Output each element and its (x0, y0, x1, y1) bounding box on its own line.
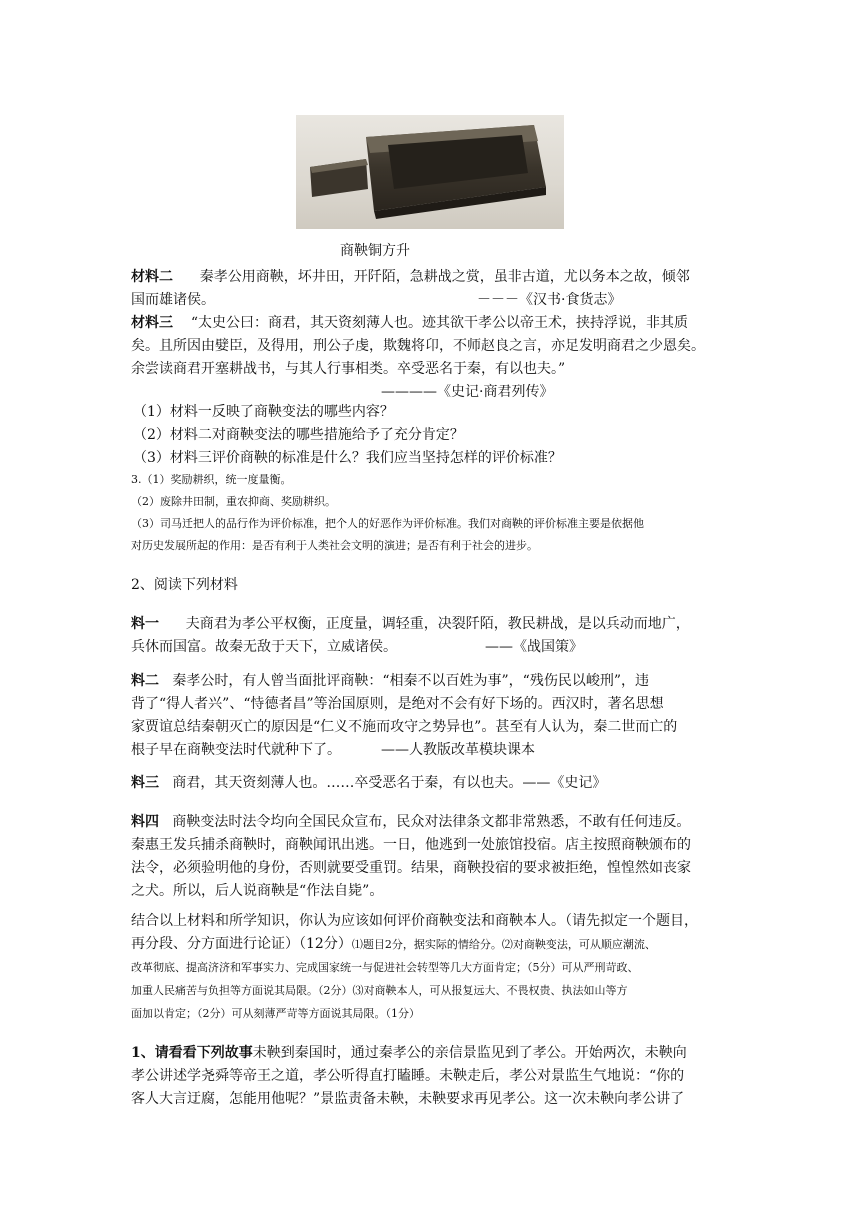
essay-prompt (131, 910, 751, 1025)
story-question (131, 1042, 751, 1111)
prompt-line1: 结合以上材料和所学知识，你认为应该如何评价商鞅变法和商鞅本人。（请先拟定一个题目， (131, 913, 698, 929)
material-3-label: 材料三 (131, 315, 173, 331)
answer-1: 3.（1）奖励耕织，统一度量衡。 (131, 473, 292, 486)
answer-3: （3）司马迁把人的品行作为评价标准，把个人的好恶作为评价标准。我们对商鞅的评价标准主要是依据他 (131, 517, 644, 530)
s2-m4-label: 料四 (131, 814, 159, 830)
question-2: （2）材料二对商鞅变法的哪些措施给予了充分肯定？ (133, 427, 464, 443)
section-2-material-3 (131, 772, 741, 795)
material-2-text-line2: 国而雄诸侯。 (131, 292, 215, 308)
section-2-material-2 (131, 670, 741, 762)
story-line2: 孝公讲述学尧舜等帝王之道，孝公听得直打瞌睡。未鞅走后，孝公对景监生气地说：“你的 (131, 1068, 685, 1084)
story-line1: 未鞅到秦国时，通过秦孝公的亲信景监见到了孝公。开始两次，未鞅向 (252, 1045, 687, 1061)
material-2-source: －－－《汉书·食货志》 (477, 292, 622, 308)
s2-m4-line1: 商鞅变法时法令均向全国民众宣布，民众对法律条文都非常熟悉，不敢有任何违反。 (172, 814, 691, 830)
s2-m2-source: ——人教版改革模块课本 (381, 742, 535, 758)
s2-m1-line1: 夫商君为孝公平权衡，正度量，调轻重，决裂阡陌，教民耕战，是以兵动而地广， (185, 616, 690, 632)
scoring-line2: 改革彻底、提高济济和军事实力、完成国家统一与促进社会转型等几大方面肯定；（5分）可从严刑苛政、 (131, 961, 639, 974)
question-3: （3）材料三评价商鞅的标准是什么？我们应当坚持怎样的评价标准？ (133, 450, 562, 466)
s2-m1-line2: 兵休而国富。故秦无敌于天下，立威诸侯。 (131, 639, 397, 655)
s2-m4-line2: 秦惠王发兵捕杀商鞅时，商鞅闻讯出逃。一日，他逃到一处旅馆投宿。店主按照商鞅颁布的 (131, 837, 691, 853)
scoring-line1: ⑴题目2分，据实际的情给分。⑵对商鞅变法，可从顺应潮流、 (351, 938, 656, 951)
s2-m4-line3: 法令，必须验明他的身份，否则就要受重罚。结果，商鞅投宿的要求被拒绝，惶惶然如丧家 (131, 860, 691, 876)
scoring-line3: 加重人民痛苦与负担等方面说其局限。（2分）⑶对商鞅本人，可从报复远大、不畏权贵、执法如山等方 (131, 984, 628, 997)
s2-m3-label: 料三 (131, 775, 159, 791)
answer-4: 对历史发展所起的作用：是否有利于人类社会文明的演进；是否有利于社会的进步。 (131, 539, 538, 552)
material-3-text-line3: 余尝读商君开塞耕战书，与其人行事相类。卒受恶名于秦，有以也夫。” (131, 361, 566, 377)
story-label: 1、请看看下列故事 (131, 1045, 253, 1061)
material-3-text: “太史公曰：商君，其天资刻薄人也。迹其欲干孝公以帝王术，挟持浮说，非其质 (190, 315, 688, 331)
bronze-vessel-illustration (296, 115, 564, 229)
s2-m2-line4: 根子早在商鞅变法时代就种下了。 (131, 742, 341, 758)
material-3-text-line2: 矣。且所因由嬖臣，及得用，刑公子虔，欺魏将卬，不师赵良之言，亦足发明商君之少恩矣。 (131, 338, 705, 354)
scoring-line4: 面加以肯定；（2分）可从刻薄严苛等方面说其局限。（1分） (131, 1007, 420, 1020)
question-list (133, 401, 736, 470)
material-2 (131, 266, 734, 312)
section-2-material-4 (131, 811, 741, 903)
section-2-heading: 2、阅读下列材料 (131, 577, 238, 593)
material-2-label: 材料二 (131, 269, 173, 285)
answer-2: （2）废除井田制，重农抑商、奖励耕织。 (131, 495, 336, 508)
s2-m2-line1: 秦孝公时，有人曾当面批评商鞅：“相秦不以百姓为事”，“残伤民以峻刑”，违 (172, 673, 649, 689)
answer-list (131, 469, 751, 557)
bronze-square-sheng-photo (296, 115, 564, 229)
s2-m2-label: 料二 (131, 673, 159, 689)
s2-m2-line2: 背了“得人者兴”、“恃德者昌”等治国原则，是绝对不会有好下场的。西汉时，著名思想 (131, 696, 664, 712)
s2-m2-line3: 家贾谊总结秦朝灭亡的原因是“仁义不施而攻守之势异也”。甚至有人认为，秦二世而亡的 (131, 719, 678, 735)
material-3 (131, 312, 734, 381)
s2-m1-source: ——《战国策》 (485, 639, 583, 655)
story-line3: 客人大言迂腐，怎能用他呢？”景监责备未鞅，未鞅要求再见孝公。这一次未鞅向孝公讲了 (131, 1091, 685, 1107)
question-1: （1）材料一反映了商鞅变法的哪些内容？ (133, 404, 394, 420)
section-2-material-1 (131, 613, 741, 659)
material-3-source: ————《史记·商君列传》 (381, 384, 554, 400)
s2-m1-label: 料一 (131, 616, 159, 632)
image-caption: 商鞅铜方升 (340, 243, 410, 259)
material-2-text: 秦孝公用商鞅，坏井田，开阡陌，急耕战之赏，虽非古道，尤以务本之故，倾邻 (199, 269, 690, 285)
s2-m3-line1: 商君，其天资刻薄人也。……卒受恶名于秦，有以也夫。——《史记》 (172, 775, 607, 791)
s2-m4-line4: 之犬。所以，后人说商鞅是“作法自毙”。 (131, 883, 384, 899)
prompt-line2: 再分段、分方面进行论证）（12分） (131, 936, 352, 952)
